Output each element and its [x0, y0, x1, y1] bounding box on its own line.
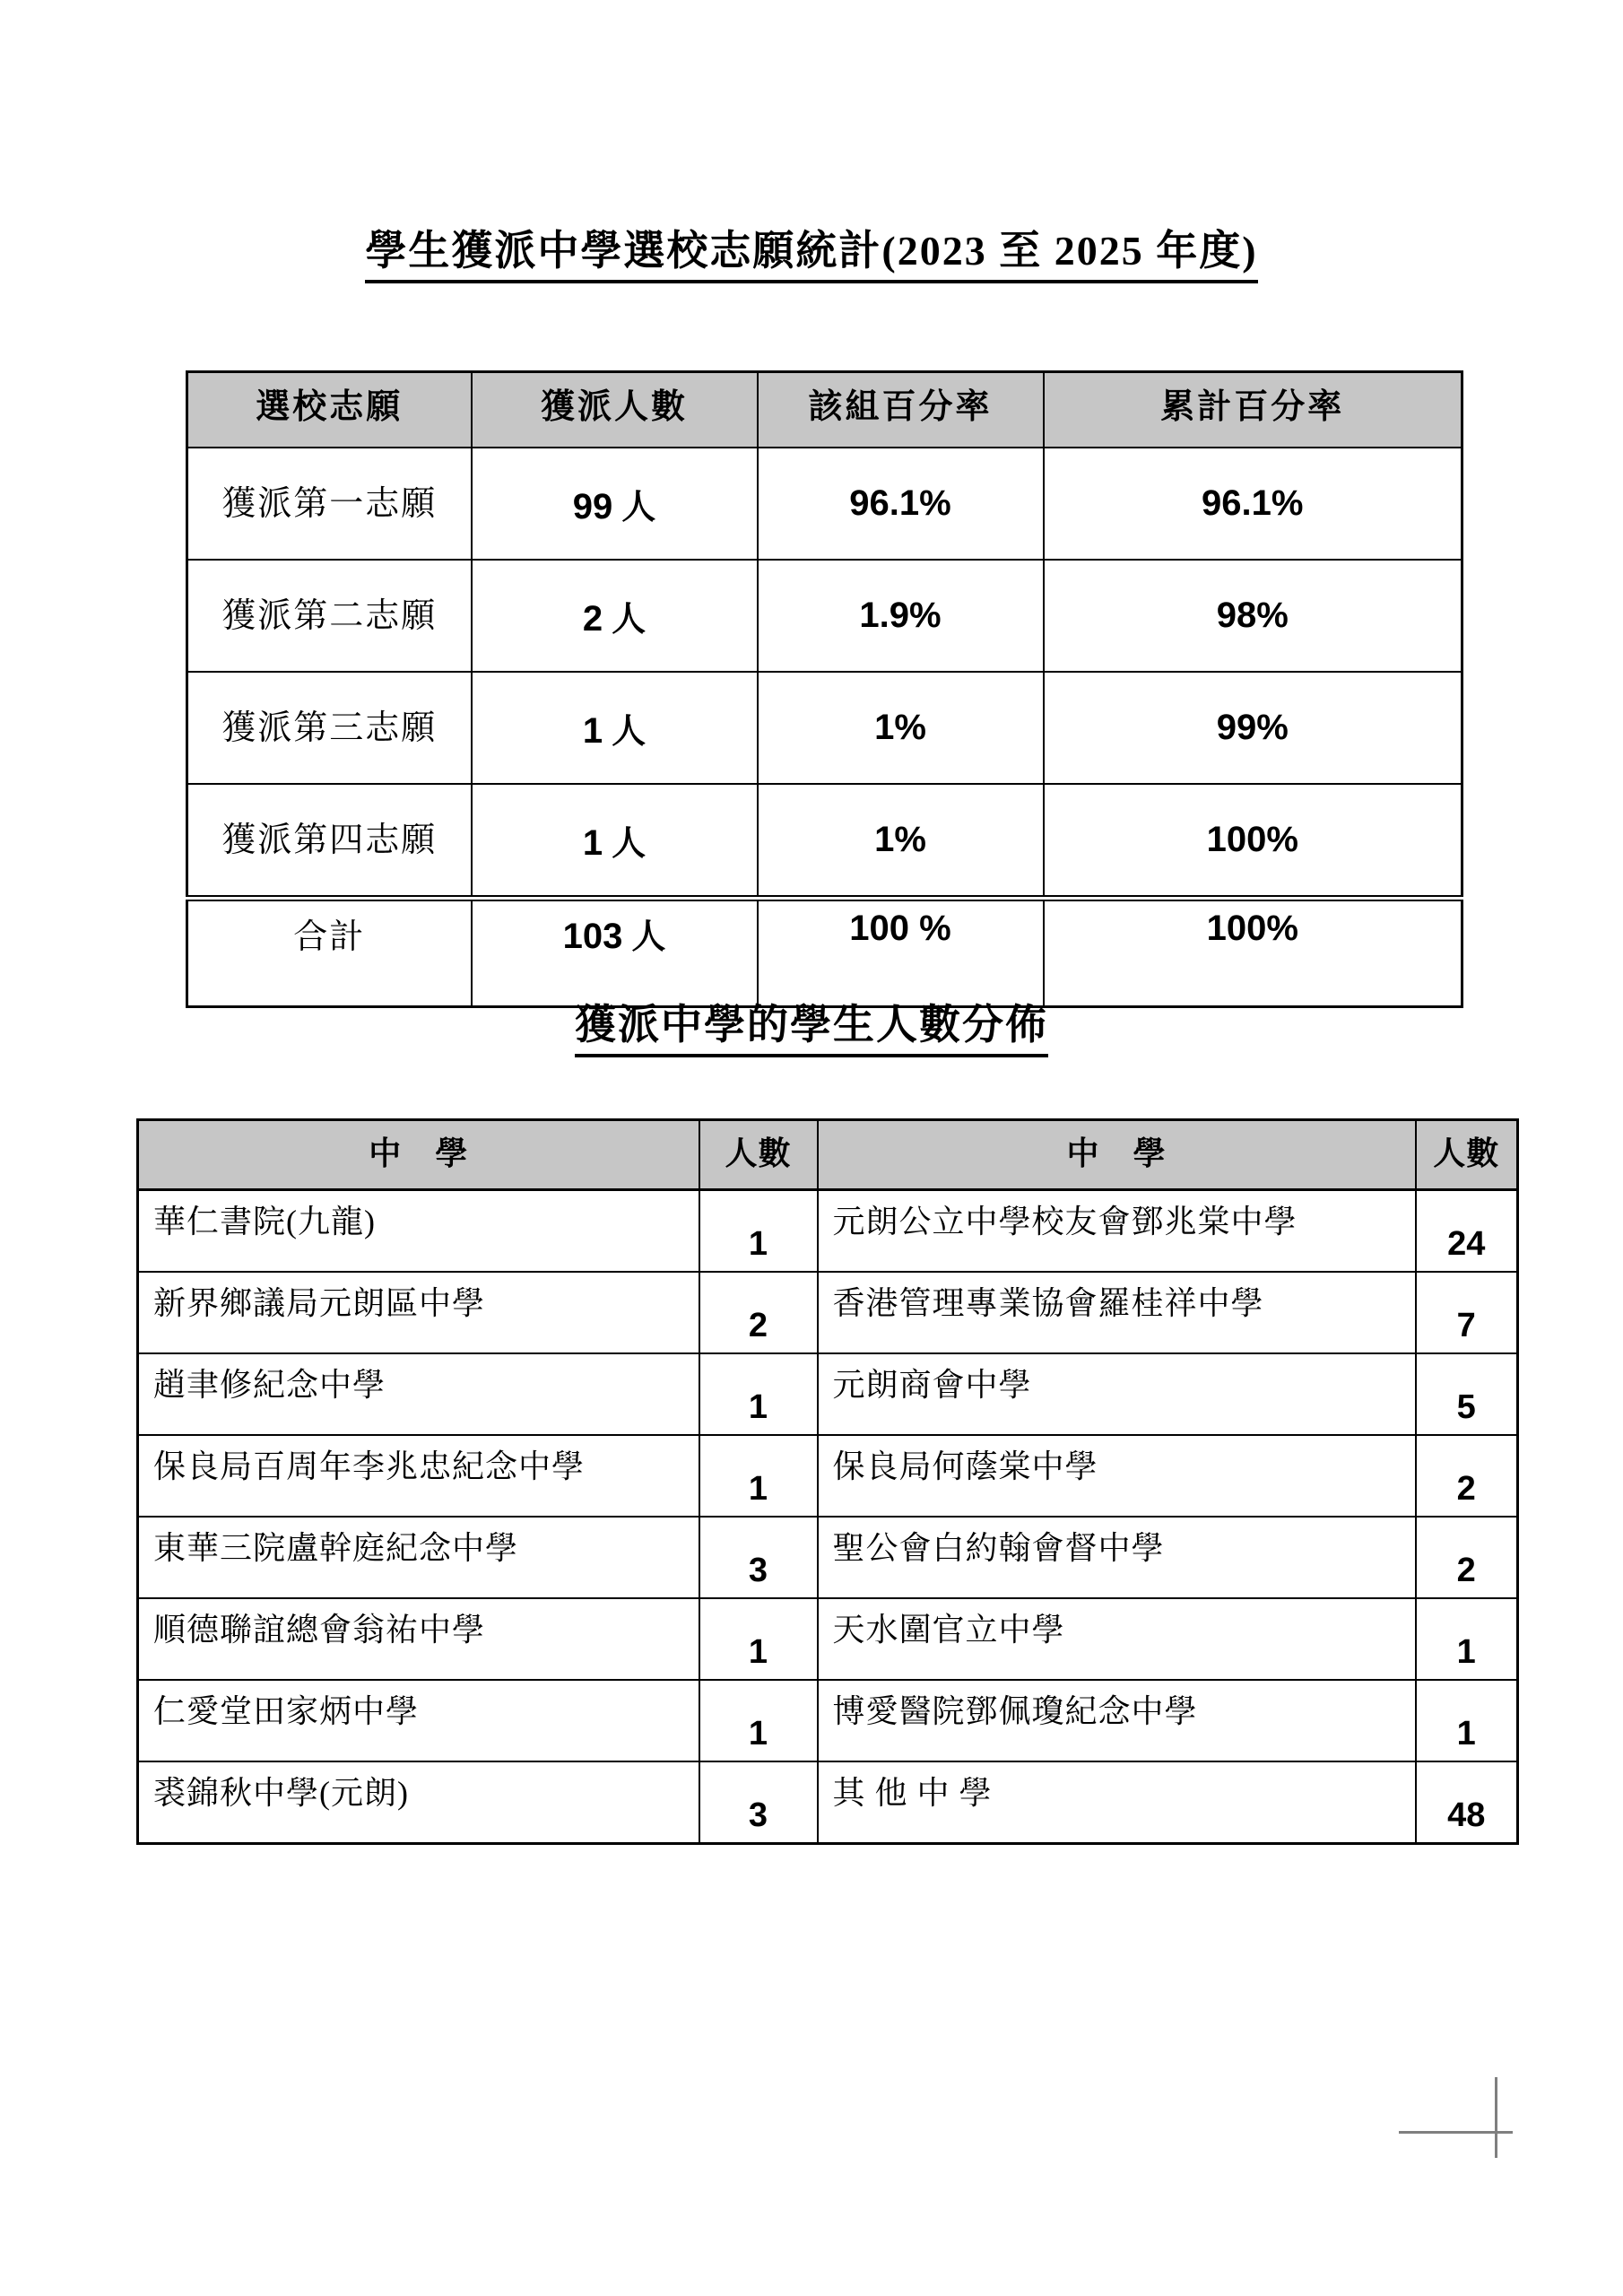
column-header-school-left: 中 學 [138, 1120, 699, 1190]
total-count-value: 103 [562, 917, 623, 956]
table-row [138, 1435, 1518, 1517]
school-name: 新界鄉議局元朗區中學 [138, 1272, 699, 1353]
count-cell [472, 672, 758, 784]
column-header-choice: 選校志願 [187, 372, 472, 448]
group-pct-value: 1.9% [859, 596, 942, 635]
choice-label: 獲派第一志願 [187, 448, 472, 560]
total-group-pct-cell [758, 899, 1044, 1007]
column-header-group-percentage: 該組百分率 [758, 372, 1044, 448]
cum-pct-value: 100% [1206, 820, 1298, 859]
school-name: 其 他 中 學 [818, 1761, 1416, 1844]
group-pct-cell [758, 672, 1044, 784]
student-count [699, 1190, 818, 1273]
choice-label: 獲派第二志願 [187, 560, 472, 672]
page-title-allocation-stats-text: 學生獲派中學選校志願統計(2023 至 2025 年度) [365, 228, 1257, 283]
count-cell [472, 560, 758, 672]
column-header-count-left: 人數 [699, 1120, 818, 1190]
student-count [699, 1598, 818, 1680]
student-count [1416, 1190, 1518, 1273]
school-name: 裘錦秋中學(元朗) [138, 1761, 699, 1844]
table-header-row [138, 1120, 1518, 1190]
total-count-cell [472, 899, 758, 1007]
student-count-value: 1 [748, 1470, 768, 1508]
student-count-value: 1 [748, 1388, 768, 1426]
column-header-count-right: 人數 [1416, 1120, 1518, 1190]
student-count [1416, 1761, 1518, 1844]
student-count [1416, 1435, 1518, 1517]
student-count [1416, 1680, 1518, 1761]
total-label: 合計 [187, 899, 472, 1007]
student-count-value: 1 [1456, 1633, 1476, 1671]
school-name: 聖公會白約翰會督中學 [818, 1517, 1416, 1598]
group-pct-value: 96.1% [849, 483, 951, 523]
school-name: 順德聯誼總會翁祐中學 [138, 1598, 699, 1680]
school-name: 保良局何蔭棠中學 [818, 1435, 1416, 1517]
count-value: 2 [582, 599, 603, 639]
table-row [187, 784, 1462, 899]
page-title-school-distribution-text: 獲派中學的學生人數分佈 [575, 1002, 1048, 1057]
student-count-value: 1 [1456, 1715, 1476, 1752]
table-total-row [187, 899, 1462, 1007]
student-count-value: 2 [1456, 1552, 1476, 1589]
table-row [138, 1598, 1518, 1680]
allocation-statistics-table [186, 370, 1463, 1008]
total-count-unit: 人 [631, 918, 666, 956]
table-row [138, 1190, 1518, 1273]
school-name: 保良局百周年李兆忠紀念中學 [138, 1435, 699, 1517]
school-name: 天水圍官立中學 [818, 1598, 1416, 1680]
group-pct-cell [758, 560, 1044, 672]
school-name: 香港管理專業協會羅桂祥中學 [818, 1272, 1416, 1353]
student-count-value: 2 [1456, 1470, 1476, 1508]
student-count [1416, 1272, 1518, 1353]
student-count [699, 1517, 818, 1598]
table-header-row [187, 372, 1462, 448]
student-count [699, 1272, 818, 1353]
table-row [138, 1517, 1518, 1598]
column-header-cumulative-percentage: 累計百分率 [1044, 372, 1462, 448]
group-pct-cell [758, 784, 1044, 899]
school-name: 東華三院盧幹庭紀念中學 [138, 1517, 699, 1598]
table-row [138, 1353, 1518, 1435]
crop-mark-vertical-line [1495, 2077, 1497, 2158]
group-pct-value: 1% [874, 708, 926, 747]
count-cell [472, 784, 758, 899]
student-count [699, 1435, 818, 1517]
student-count [1416, 1353, 1518, 1435]
student-count-value: 3 [748, 1552, 768, 1589]
choice-label: 獲派第三志願 [187, 672, 472, 784]
page-title-school-distribution [0, 992, 1623, 1051]
count-value: 99 [572, 487, 613, 526]
school-name: 元朗商會中學 [818, 1353, 1416, 1435]
student-count [699, 1680, 818, 1761]
student-count-value: 1 [748, 1633, 768, 1671]
page-title-allocation-stats [0, 218, 1623, 277]
column-header-school-right: 中 學 [818, 1120, 1416, 1190]
table-row [138, 1272, 1518, 1353]
cum-pct-cell [1044, 560, 1462, 672]
table-row [138, 1680, 1518, 1761]
total-cum-pct-value: 100% [1206, 909, 1298, 948]
student-count [699, 1761, 818, 1844]
count-value: 1 [582, 711, 603, 751]
count-unit: 人 [612, 713, 647, 751]
school-name: 仁愛堂田家炳中學 [138, 1680, 699, 1761]
school-distribution-table [136, 1118, 1519, 1845]
count-cell [472, 448, 758, 560]
student-count-value: 7 [1456, 1307, 1476, 1344]
count-unit: 人 [621, 489, 656, 526]
school-name: 華仁書院(九龍) [138, 1190, 699, 1273]
cum-pct-value: 99% [1216, 708, 1289, 747]
group-pct-value: 1% [874, 820, 926, 859]
cum-pct-value: 98% [1216, 596, 1289, 635]
count-unit: 人 [612, 825, 647, 863]
group-pct-cell [758, 448, 1044, 560]
choice-label: 獲派第四志願 [187, 784, 472, 899]
cum-pct-cell [1044, 672, 1462, 784]
student-count [699, 1353, 818, 1435]
column-header-allocated-count: 獲派人數 [472, 372, 758, 448]
table-row [187, 560, 1462, 672]
cum-pct-cell [1044, 448, 1462, 560]
school-name: 趙聿修紀念中學 [138, 1353, 699, 1435]
total-cum-pct-cell [1044, 899, 1462, 1007]
student-count-value: 48 [1447, 1796, 1486, 1834]
school-name: 元朗公立中學校友會鄧兆棠中學 [818, 1190, 1416, 1273]
student-count-value: 3 [748, 1796, 768, 1834]
student-count [1416, 1598, 1518, 1680]
table-row [138, 1761, 1518, 1844]
student-count-value: 1 [748, 1225, 768, 1263]
table-row [187, 672, 1462, 784]
student-count-value: 1 [748, 1715, 768, 1752]
count-value: 1 [582, 823, 603, 863]
table-row [187, 448, 1462, 560]
student-count-value: 2 [748, 1307, 768, 1344]
student-count-value: 24 [1447, 1225, 1486, 1263]
cum-pct-cell [1044, 784, 1462, 899]
count-unit: 人 [612, 601, 647, 639]
total-group-pct-value: 100 % [849, 909, 951, 948]
student-count [1416, 1517, 1518, 1598]
cum-pct-value: 96.1% [1202, 483, 1304, 523]
school-name: 博愛醫院鄧佩瓊紀念中學 [818, 1680, 1416, 1761]
student-count-value: 5 [1456, 1388, 1476, 1426]
